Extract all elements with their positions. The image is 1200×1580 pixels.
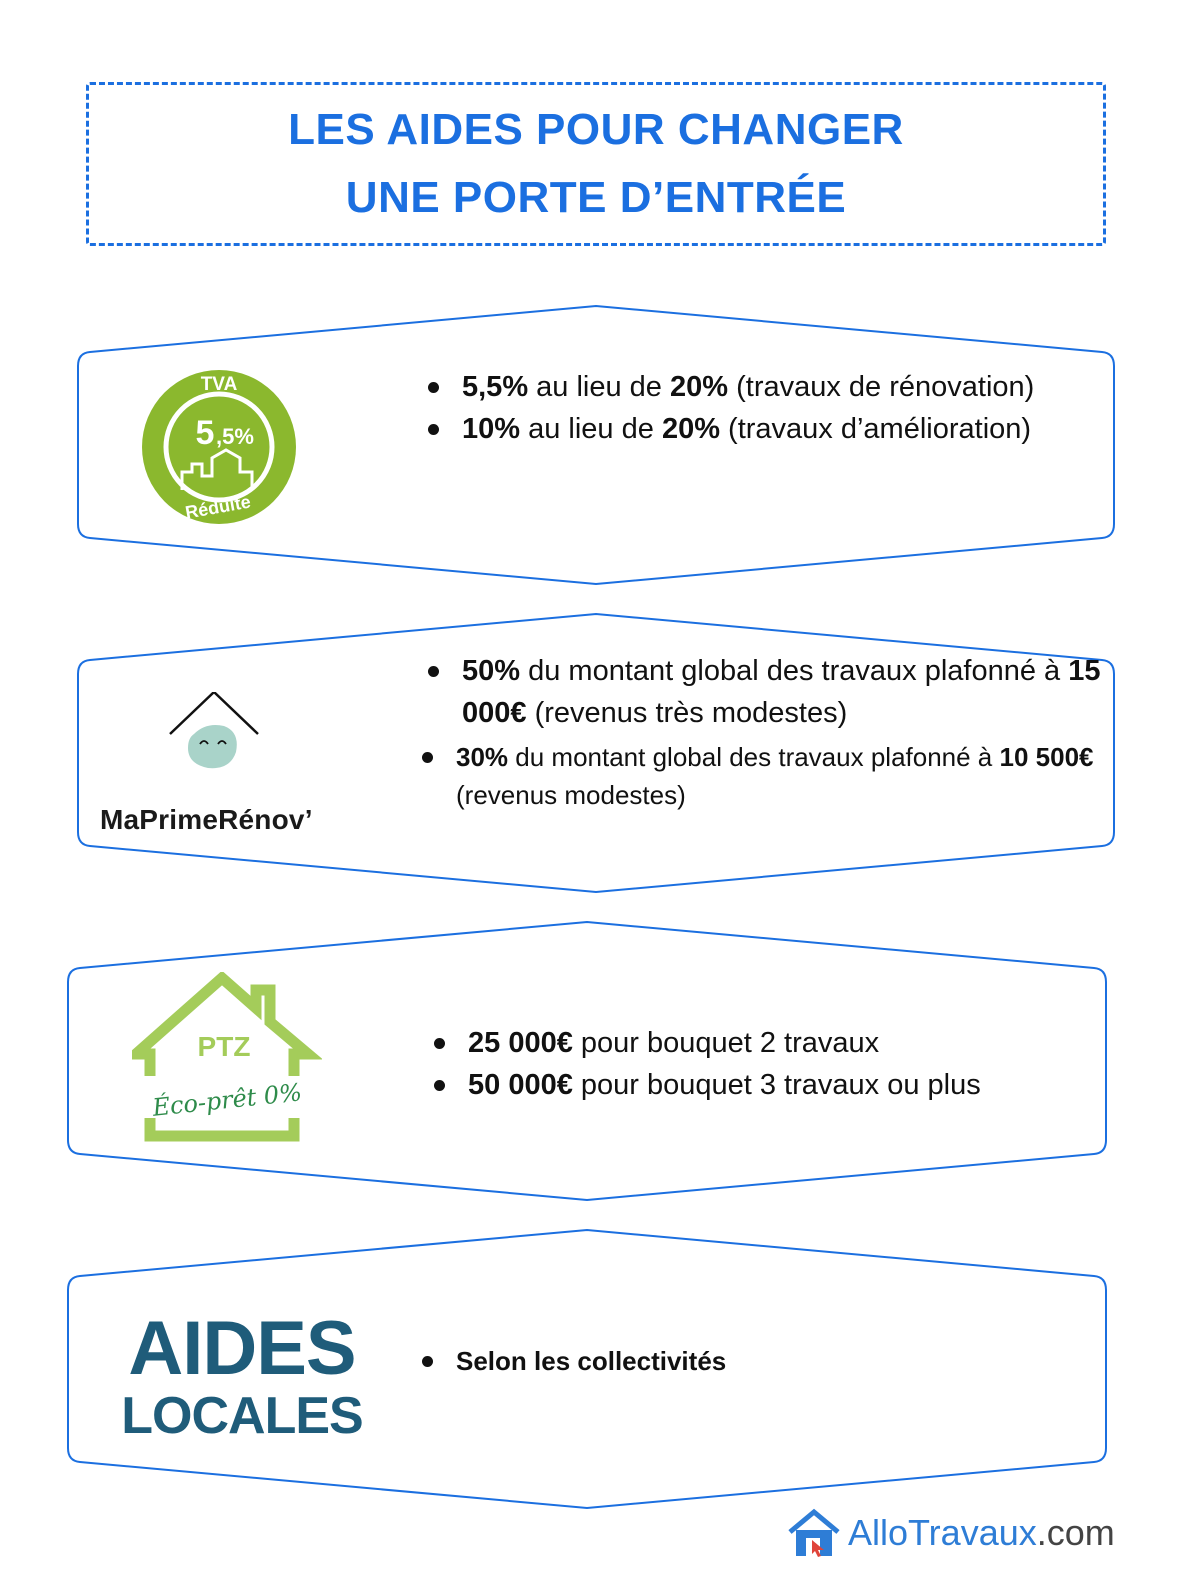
tva-reduite-logo (140, 368, 298, 526)
ptz-eco-pret-logo (132, 972, 322, 1152)
house-logo-icon (786, 1508, 842, 1558)
local-list (416, 1342, 1076, 1380)
list-item: 25 000€ pour bouquet 2 travaux (428, 1022, 1088, 1064)
card-maprimerenov (76, 612, 1116, 894)
brand-tld: .com (1036, 1512, 1115, 1553)
list-item: 30% du montant global des travaux plafonné à 10 500€ (revenus modestes) (416, 738, 1102, 814)
card-aides-locales (66, 1228, 1108, 1510)
house-roof-icon (166, 692, 266, 772)
eco-pret-label: Éco-prêt 0% (151, 1078, 304, 1122)
mpr-list (422, 650, 1102, 814)
maprimerenov-logo (80, 692, 360, 852)
list-item: 50 000€ pour bouquet 3 travaux ou plus (428, 1064, 1088, 1106)
tva-rate-main: 5 (195, 414, 215, 452)
ptz-list (428, 1022, 1088, 1106)
card-tva (76, 304, 1116, 586)
allotravaux-brand[interactable] (786, 1508, 1116, 1558)
list-item: 10% au lieu de 20% (travaux d’amélioration) (422, 408, 1062, 450)
tva-reduite-label: Réduite (183, 491, 253, 523)
tva-label: TVA (200, 374, 238, 395)
aides-locales-line-2: LOCALES (121, 1387, 363, 1445)
aides-locales-line-1: AIDES (128, 1306, 356, 1391)
brand-name: AlloTravaux (848, 1512, 1037, 1553)
aides-locales-logo (112, 1306, 372, 1450)
title-line-2: UNE PORTE D’ENTRÉE (345, 173, 847, 222)
maprimerenov-wordmark: MaPrimeRénov’ (100, 804, 313, 835)
ptz-label: PTZ (197, 1031, 251, 1062)
title-line-1: LES AIDES POUR CHANGER (288, 105, 904, 154)
list-item: 5,5% au lieu de 20% (travaux de rénovation) (422, 366, 1062, 408)
tva-rate-decimal: ,5% (216, 424, 254, 449)
list-item: Selon les collectivités (416, 1342, 1076, 1380)
list-item: 50% du montant global des travaux plafonné à 15 000€ (revenus très modestes) (422, 650, 1102, 734)
title-box (86, 82, 1106, 246)
card-ptz (66, 920, 1108, 1202)
tva-list (422, 366, 1062, 450)
